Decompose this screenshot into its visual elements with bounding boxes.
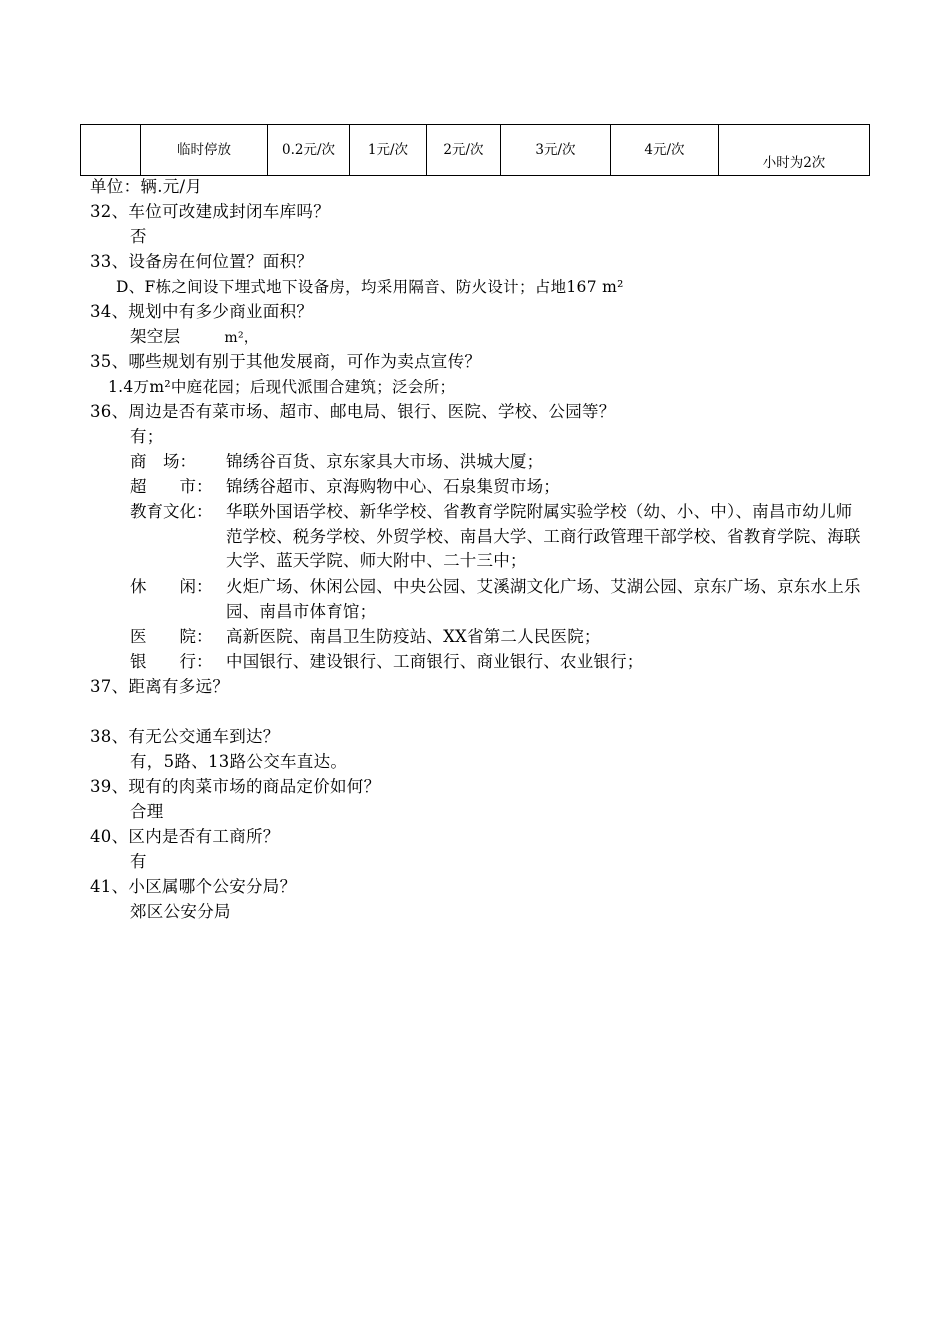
- category-text-leisure: 火炬广场、休闲公园、中央公园、艾溪湖文化广场、艾湖公园、京东广场、京东水上乐园、南昌市体育馆；: [226, 577, 861, 621]
- answer-36: 有；: [130, 427, 164, 446]
- category-label-hospital: 医 院：: [130, 627, 213, 646]
- table-cell: 0.2元/次: [268, 125, 350, 176]
- category-text-hospital: 高新医院、南昌卫生防疫站、XX省第二人民医院；: [226, 627, 601, 646]
- answer-34: [130, 325, 258, 350]
- category-text-education: 华联外国语学校、新华学校、省教育学院附属实验学校（幼、小、中）、南昌市幼儿师范学校、税务学校、外贸学校、南昌大学、工商行政管理干部学校、省教育学院、海联大学、蓝天学院、师大附中、二十三中；: [226, 502, 861, 570]
- answer-41: 郊区公安分局: [130, 902, 231, 921]
- table-cell: 1元/次: [350, 125, 427, 176]
- question-38: 38、有无公交通车到达？: [90, 727, 280, 746]
- category-text-bank: 中国银行、建设银行、工商银行、商业银行、农业银行；: [226, 652, 644, 671]
- answer-40: 有: [130, 852, 147, 871]
- table-cell: 4元/次: [611, 125, 719, 176]
- answer-32: 否: [130, 227, 147, 246]
- category-text-supermarket: 锦绣谷超市、京海购物中心、石泉集贸市场；: [226, 477, 560, 496]
- unit-note: 单位：辆.元/月: [90, 177, 203, 196]
- table-cell: 2元/次: [427, 125, 501, 176]
- answer-33: D、F栋之间设下埋式地下设备房，均采用隔音、防火设计；占地167 m²: [116, 278, 624, 296]
- category-label-bank: 银 行：: [130, 652, 213, 671]
- answer-34-prefix: 架空层: [130, 327, 181, 346]
- answer-38: 有，5路、13路公交车直达。: [130, 752, 348, 771]
- table-row: [81, 125, 870, 176]
- category-label-education: 教育文化：: [130, 502, 213, 521]
- question-39: 39、现有的肉菜市场的商品定价如何？: [90, 777, 381, 796]
- answer-39: 合理: [130, 802, 164, 821]
- question-40: 40、区内是否有工商所？: [90, 827, 280, 846]
- table-cell: 小时为2次: [719, 125, 870, 176]
- category-label-supermarket: 超 市：: [130, 477, 213, 496]
- question-35: 35、哪些规划有别于其他发展商，可作为卖点宣传？: [90, 352, 482, 371]
- table-cell: 临时停放: [141, 125, 268, 176]
- answer-35: 1.4万m²中庭花园；后现代派围合建筑；泛会所；: [108, 378, 456, 396]
- category-text-shopping: 锦绣谷百货、京东家具大市场、洪城大厦；: [226, 452, 544, 471]
- question-34: 34、规划中有多少商业面积？: [90, 302, 314, 321]
- category-label-shopping: 商 场：: [130, 452, 196, 471]
- question-41: 41、小区属哪个公安分局？: [90, 877, 297, 896]
- question-37: 37、距离有多远？: [90, 677, 230, 696]
- category-label-leisure: 休 闲：: [130, 577, 213, 596]
- question-32: 32、车位可改建成封闭车库吗？: [90, 202, 330, 221]
- question-33: 33、设备房在何位置？面积？: [90, 252, 314, 271]
- parking-fee-table: [80, 124, 870, 176]
- answer-34-unit: m²，: [224, 330, 259, 346]
- table-cell: [81, 125, 141, 176]
- table-cell: 3元/次: [501, 125, 611, 176]
- question-36: 36、周边是否有菜市场、超市、邮电局、银行、医院、学校、公园等？: [90, 402, 616, 421]
